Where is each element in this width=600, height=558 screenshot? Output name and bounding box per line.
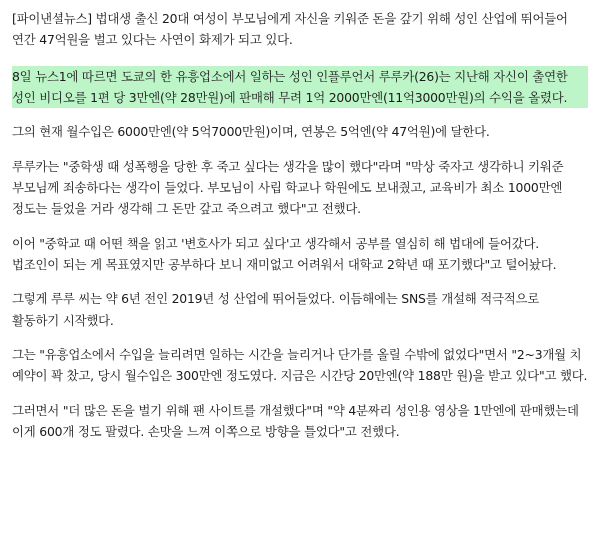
article-paragraph-lead: [파이낸셜뉴스] 법대생 출신 20대 여성이 부모님에게 자신을 키워준 돈을 갚기 위해 성인 산업에 뛰어들어 연간 47억원을 벌고 있다는 사연이 화제가 되고 있다. bbox=[12, 11, 568, 48]
article-paragraph-income: 그의 현재 월수입은 6000만엔(약 5억7000만원)이며, 연봉은 5억엔(약 47억원)에 달한다. bbox=[12, 124, 490, 140]
article-paragraph-quote-3: 그는 "유흥업소에서 수입을 늘리려면 일하는 시간을 늘리거나 단가를 올릴 수밖에 없었다"면서 "2~3개월 치 예약이 꽉 찼고, 당시 월수입은 300만엔 정도였다. 지금은 시간당 20만엔(약 188만 원)을 받고 있다"고 했다. bbox=[12, 346, 588, 384]
article-paragraph-highlighted: 8일 뉴스1에 따르면 도쿄의 한 유흥업소에서 일하는 성인 인플루언서 루루카(26)는 지난해 자신이 출연한 성인 비디오를 1편 당 3만엔(약 28만원)에 판매해 무려 1억 2000만엔(11억3000만원)의 수익을 올렸다. bbox=[12, 66, 588, 109]
article-paragraph-quote-1: 루루카는 "중학생 때 성폭행을 당한 후 죽고 싶다는 생각을 많이 했다"라며 "막상 죽자고 생각하니 키워준 부모님께 죄송하다는 생각이 들었다. 부모님이 사립 학교나 학원에도 보내줬고, 교육비가 최소 1000만엔 정도는 들었을 거라 생각해 그 돈만 갚고 죽으려고 했다"고 전했다. bbox=[12, 158, 564, 217]
article-paragraph-quote-4: 그러면서 "더 많은 돈을 벌기 위해 팬 사이트를 개설했다"며 "약 4분짜리 성인용 영상을 1만엔에 판매했는데 이게 600개 정도 팔렸다. 손맛을 느껴 이쪽으로 방향을 틀었다"고 전했다. bbox=[12, 402, 579, 439]
article-paragraph-quote-2: 이어 "중학교 때 어떤 책을 읽고 '변호사가 되고 싶다'고 생각해서 공부를 열심히 해 법대에 들어갔다. 법조인이 되는 게 목표였지만 공부하다 보니 재미없고 어려워서 대학교 2학년 때 포기했다"고 털어놨다. bbox=[12, 235, 557, 272]
article-paragraph-career-start: 그렇게 루루 씨는 약 6년 전인 2019년 성 산업에 뛰어들었다. 이듬해에는 SNS를 개설해 적극적으로 활동하기 시작했다. bbox=[12, 291, 540, 328]
